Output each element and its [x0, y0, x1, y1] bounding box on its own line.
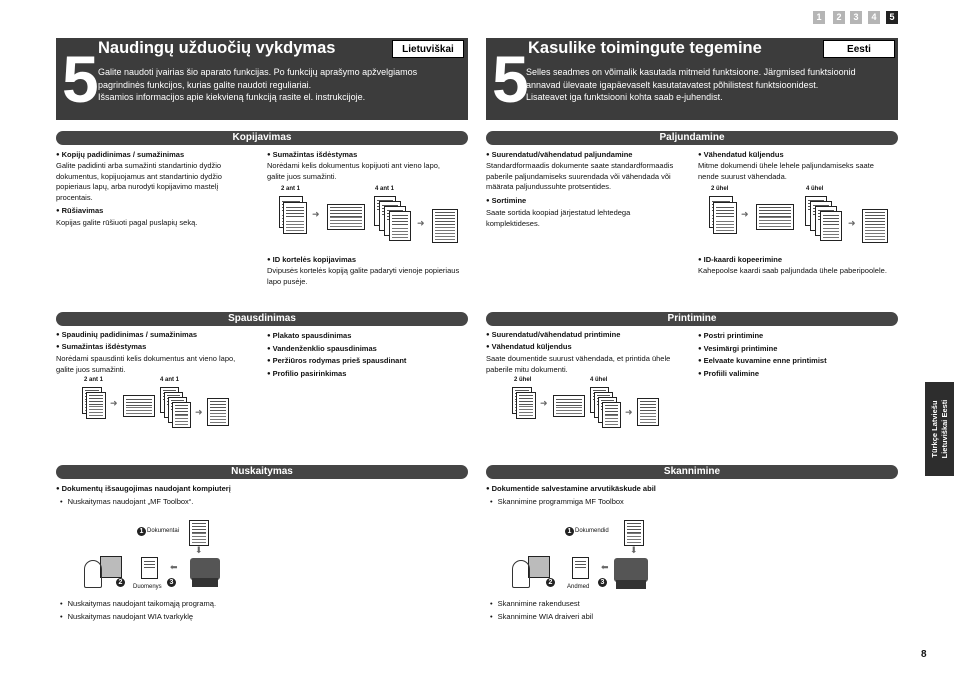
feature-item: ● Vandenženklio spausdinimas — [267, 344, 377, 355]
feature-item: ● Peržiūros rodymas prieš spausdinant — [267, 356, 406, 367]
feature-title: ● Rūšiavimas — [56, 206, 103, 217]
feature-item: ● Plakato spausdinimas — [267, 331, 351, 342]
page-number: 8 — [921, 649, 927, 660]
feature-title: ● Sumažintas išdėstymas — [56, 342, 146, 353]
feature-title: ● Vähendatud küljendus — [698, 150, 784, 161]
language-side-tab[interactable]: Türkçe Latviešu Lietuviškai Eesti — [925, 382, 954, 476]
feature-text: Norėdami kelis dokumentus kopijuoti ant vieno lapo, galite juos sumažinti. — [267, 161, 441, 181]
section-heading-copy: Kopijavimas — [56, 131, 468, 145]
feature-text: Standardformaadis dokumente saate standardformaadis paberile paljundamiseks suurendada või vähendada või määrata paljundussuhte protsentides. — [486, 161, 674, 191]
feature-title: ● Sortimine — [486, 196, 526, 207]
feature-title: ● ID-kaardi kopeerimine — [698, 255, 782, 266]
layout-label-2in1: 2 ant 1 — [84, 377, 104, 383]
feature-text: Saate doumentide suurust vähendada, et printida ühele paberile mitu dokumenti. — [486, 354, 671, 374]
feature-item: ● Postri printimine — [698, 331, 763, 342]
section-heading-copy: Paljundamine — [486, 131, 898, 145]
section-heading-print: Spausdinimas — [56, 312, 468, 326]
section-number: 5 — [492, 42, 529, 116]
layout-label-4in1: 4 ühel — [590, 377, 608, 383]
feature-text: Dvipusės kortelės kopiją galite padaryti vienoje popieriaus lapo pusėje. — [267, 266, 460, 286]
list-item: • Skannimine WIA draiveri abil — [490, 612, 593, 623]
layout-label-4in1: 4 ant 1 — [375, 186, 395, 192]
feature-title: ● Sumažintas išdėstymas — [267, 150, 357, 161]
feature-text: Kopijas galite rūšiuoti pagal puslapių seką. — [56, 218, 198, 227]
section-heading-scan: Skannimine — [486, 465, 898, 479]
layout-label-4in1: 4 ant 1 — [160, 377, 180, 383]
left-header — [56, 38, 468, 120]
feature-title: ● Suurendatud/vähendatud printimine — [486, 330, 620, 341]
feature-title: ● Suurendatud/vähendatud paljundamine — [486, 150, 632, 161]
page-nav-1[interactable]: 1 — [813, 11, 825, 24]
page-title: Kasulike toimingute tegemine — [528, 39, 762, 57]
page-nav-3[interactable]: 3 — [850, 11, 862, 24]
feature-title: ● Dokumentų išsaugojimas naudojant kompiuterį — [56, 484, 231, 495]
feature-title: ● Dokumentide salvestamine arvutikäskude abil — [486, 484, 656, 495]
feature-text: Kahepoolse kaardi saab paljundada ühele paberipoolele. — [698, 266, 887, 275]
right-header — [486, 38, 898, 120]
list-item: • Nuskaitymas naudojant taikomąją programą. — [60, 599, 216, 610]
feature-title: ● Vähendatud küljendus — [486, 342, 572, 353]
feature-text: Norėdami spausdinti kelis dokumentus ant vieno lapo, galite juos sumažinti. — [56, 354, 236, 374]
feature-text: Saate sortida koopiad järjestatud lehtedega komplektideses. — [486, 208, 631, 228]
list-item: • Nuskaitymas naudojant WIA tvarkyklę — [60, 612, 193, 623]
feature-title: ● ID kortelės kopijavimas — [267, 255, 356, 266]
page-nav-4[interactable]: 4 — [868, 11, 880, 24]
page-title: Naudingų užduočių vykdymas — [98, 39, 336, 57]
list-item: • Nuskaitymas naudojant „MF Toolbox“. — [60, 497, 193, 508]
language-badge: Eesti — [823, 40, 895, 58]
header-description: Galite naudoti įvairias šio aparato funkcijas. Po funkcijų aprašymo apžvelgiamos pagrindinės funkcijos, kurias galite naudoti reguliariai. Išsamios informacijos apie kiekvieną funkciją rasite el. instrukcijoje. — [98, 67, 418, 102]
page-nav-2[interactable]: 2 — [833, 11, 845, 24]
section-heading-print: Printimine — [486, 312, 898, 326]
feature-item: ● Profiili valimine — [698, 369, 759, 380]
layout-label-4in1: 4 ühel — [806, 186, 824, 192]
feature-text: Mitme dokumendi ühele lehele paljundamiseks saate nende suurust vähendada. — [698, 161, 874, 181]
section-number: 5 — [62, 42, 99, 116]
list-item: • Skannimine programmiga MF Toolbox — [490, 497, 624, 508]
header-description: Selles seadmes on võimalik kasutada mitmeid funktsioone. Järgmised funktsioonid annavad ülevaate igapäevaselt kasutatavatest põhilistest funktsioonidest. Lisateavet iga funktsiooni kohta saab e-juhendist. — [526, 67, 856, 102]
language-badge: Lietuviškai — [392, 40, 464, 58]
feature-title: ● Spaudinių padidinimas / sumažinimas — [56, 330, 197, 341]
feature-title: ● Kopijų padidinimas / sumažinimas — [56, 150, 184, 161]
page-nav-5[interactable]: 5 — [886, 11, 898, 24]
list-item: • Skannimine rakendusest — [490, 599, 580, 610]
layout-label-2in1: 2 ühel — [711, 186, 729, 192]
feature-item: ● Eelvaate kuvamine enne printimist — [698, 356, 827, 367]
feature-text: Galite padidinti arba sumažinti standartinio dydžio dokumentus, kopijuojamus ant standartinio dydžio popieriaus lapų, arba nurodyti kopijavimo mastelį procentais. — [56, 161, 222, 202]
feature-item: ● Profilio pasirinkimas — [267, 369, 346, 380]
layout-label-2in1: 2 ühel — [514, 377, 532, 383]
layout-label-2in1: 2 ant 1 — [281, 186, 301, 192]
feature-item: ● Vesimärgi printimine — [698, 344, 777, 355]
section-heading-scan: Nuskaitymas — [56, 465, 468, 479]
